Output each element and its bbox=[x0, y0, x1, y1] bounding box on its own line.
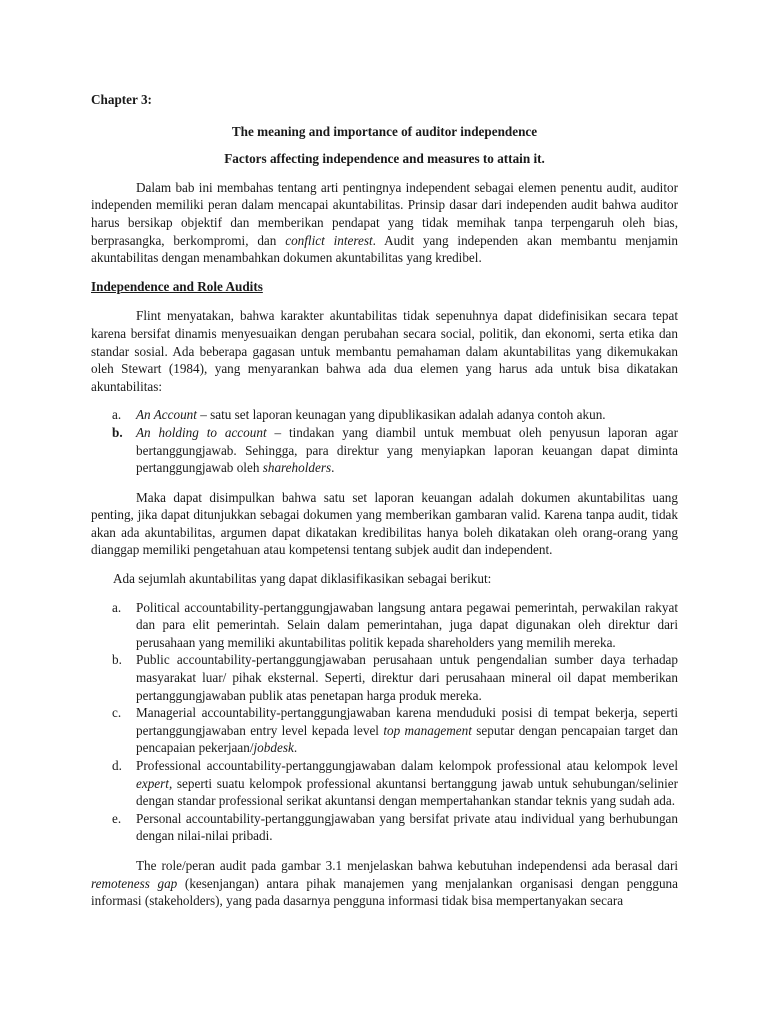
list-marker: a. bbox=[112, 599, 122, 615]
list-marker: a. bbox=[112, 407, 122, 423]
document-page bbox=[91, 91, 678, 921]
list-item: b. An holding to account – tindakan yang diambil untuk membuat oleh penyusun laporan agar bertanggungjawab. Sehingga, para direktur yang menyiapkan laporan keuangan dapat diminta pertanggungjawab oleh shareholders. bbox=[112, 424, 678, 476]
accountability-types-list bbox=[91, 599, 678, 845]
chapter-title: The meaning and importance of auditor independence bbox=[231, 123, 538, 139]
list-marker: d. bbox=[112, 758, 122, 773]
classification-intro: Ada sejumlah akuntabilitas yang dapat diklasifikasikan sebagai berikut: bbox=[113, 571, 492, 587]
list-item: e. Personal accountability-pertanggungjawaban yang bersifat private atau individual yang berhubungan dengan nilai-nilai pribadi. bbox=[112, 810, 678, 844]
list-item: b. Public accountability-pertanggungjawaban perusahaan untuk pengendalian sumber daya terhadap masyarakat luar/ pihak eksternal. Seperti, direktur dari perusahaan mineral oil dapat memberikan pertanggungjawaban publik atas penetapan harga produk mereka. bbox=[112, 652, 678, 703]
conclusion-paragraph: Maka dapat disimpulkan bahwa satu set laporan keuangan adalah dokumen akuntabilitas uang penting, jika dapat ditunjukkan sebagai dokumen yang memberikan gambaran valid. Karena tanpa audit, tidak akan ada akuntabilitas, argumen dapat dikatakan kredibilitas hanya boleh dikatakan oleh orang-orang yang dianggap memiliki pengetahuan atau kompetensi tentang subjek audit dan independent. bbox=[91, 489, 678, 558]
flint-paragraph: Flint menyatakan, bahwa karakter akuntabilitas tidak sepenuhnya dapat didefinisikan secara tepat karena bersifat dinamis menyesuaikan dengan perubahan secara social, politik, dan ekonomi, serta etika dan standar sosial. Ada beberapa gagasan untuk membantu pemahaman dalam akuntabilitas yang dikemukakan oleh Stewart (1984), yang menyarankan bahwa ada dua elemen yang harus ada untuk bisa dikatakan akuntabilitas: bbox=[91, 308, 678, 394]
list-item: a. Political accountability-pertanggungjawaban langsung antara pegawai pemerintah, perwakilan rakyat dan para elit pemerintah. Selain dalam pemerintahan, juga dapat digunakan oleh direktur dari perusahaan yang memiliki akuntabilitas politik kepada shareholders yang memilih mereka. bbox=[112, 599, 678, 650]
list-item: c. Managerial accountability-pertanggungjawaban karena menduduki posisi di tempat bekerja, seperti pertanggungjawaban entry level kepada level top management seputar dengan pencapaian target dan pencapaian pekerjaan/jobdesk. bbox=[112, 705, 678, 756]
list-marker: b. bbox=[112, 652, 122, 668]
list-item: a. An Account – satu set laporan keunagan yang dipublikasikan adalah adanya contoh akun. bbox=[112, 407, 606, 423]
intro-paragraph: Dalam bab ini membahas tentang arti pentingnya independent sebagai elemen penentu audit, auditor independen memiliki peran dalam mencapai akuntabilitas. Prinsip dasar dari independen audit bahwa auditor harus bersikap objektif dan memberikan pendapat yang tidak memihak tanpa terpengaruh oleh bias, berprasangka, berkompromi, dan conflict interest. Audit yang independen akan membantu menjamin akuntabilitas dengan menambahkan dokumen akuntabilitas yang kredibel. bbox=[91, 179, 678, 266]
chapter-label: Chapter 3: bbox=[91, 92, 152, 107]
list-marker: e. bbox=[112, 810, 122, 826]
chapter-subtitle: Factors affecting independence and measures to attain it. bbox=[224, 151, 545, 167]
list-marker: b. bbox=[112, 424, 123, 440]
list-marker: c. bbox=[112, 705, 122, 721]
section-heading: Independence and Role Audits bbox=[91, 278, 263, 294]
accountability-elements-list bbox=[91, 406, 678, 476]
role-audit-paragraph: The role/peran audit pada gambar 3.1 menjelaskan bahwa kebutuhan independensi ada berasal dari remoteness gap (kesenjangan) antara pihak manajemen yang menjalankan organisasi dengan pengguna informasi (stakeholders), yang pada dasarnya pengguna informasi tidak bisa mempertanyakan secara bbox=[91, 857, 678, 909]
list-item: d. Professional accountability-pertanggungjawaban dalam kelompok professional atau kelompok level expert, seperti suatu kelompok professional akuntansi bertanggung jawab untuk sehubungan/selinier dengan standar professional serikat akuntansi dengan mempertahankan standar teknis yang sudah ada. bbox=[112, 758, 678, 809]
